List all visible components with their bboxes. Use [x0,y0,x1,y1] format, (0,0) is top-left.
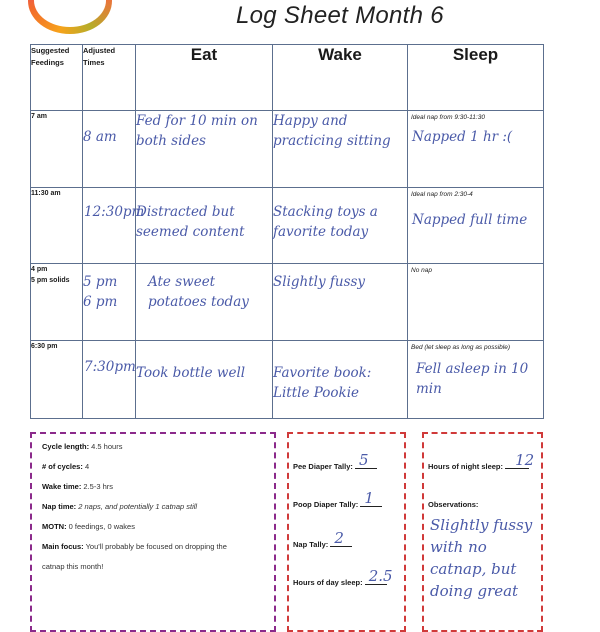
sleep-cell[interactable] [408,264,544,341]
suggested-time-cell [31,341,83,419]
night-sleep-field[interactable] [505,451,535,469]
month-info-box [30,432,276,632]
main-focus-label: Main focus: [42,542,84,551]
wake-cell[interactable] [273,264,408,341]
suggested-time-cell [31,188,83,264]
night-observations-box [422,432,543,632]
day-sleep-field[interactable] [365,567,393,585]
sleep-note [408,274,543,280]
sleep-cell[interactable] [408,341,544,419]
table-row [31,341,544,419]
cycle-length-value: 4.5 hours [89,442,123,451]
sleep-cell[interactable] [408,111,544,188]
poop-tally-value: 1 [364,489,374,507]
table-header-row [31,45,544,111]
poop-tally-label: Poop Diaper Tally: [293,500,359,509]
poop-tally-field[interactable] [360,489,382,507]
brand-logo-icon [28,0,112,34]
header-eat: Eat [136,45,273,111]
suggested-time: 4 pm [31,266,48,273]
adjusted-time: 5 pm [83,274,118,290]
adjusted-time-cell[interactable] [83,111,136,188]
motn-value: 0 feedings, 0 wakes [66,522,135,531]
wake-note: Slightly fussy [273,274,366,290]
wake-cell[interactable] [273,341,408,419]
header-adjusted-times: Adjusted Times [83,45,136,111]
sleep-cell[interactable] [408,188,544,264]
adjusted-time: 8 am [83,129,117,145]
poop-tally-line [293,489,382,509]
motn-line [42,522,135,531]
eat-note: Fed for 10 min on both sides [136,113,258,149]
cycles-value: 4 [82,462,90,471]
wake-cell[interactable] [273,111,408,188]
suggested-time-cell [31,111,83,188]
pee-tally-field[interactable] [355,451,377,469]
table-row [31,188,544,264]
nap-time-label: Nap time: [42,502,77,511]
wake-time-line [42,482,113,491]
main-focus-line [42,542,227,551]
tally-box [287,432,406,632]
adjusted-time-cell[interactable] [83,341,136,419]
nap-tally-value: 2 [334,529,344,547]
eat-note: Ate sweet potatoes today [148,274,249,310]
pee-tally-value: 5 [358,451,369,469]
header-sleep: Sleep [408,45,544,111]
sleep-note: Napped 1 hr :( [412,129,513,145]
observations-label: Observations: [428,500,479,509]
nap-time-value: 2 naps, and potentially 1 catnap still [76,502,198,511]
sleep-hint: Ideal nap from 9:30-11:30 [411,114,485,121]
table-row [31,111,544,188]
pee-tally-label: Pee Diaper Tally: [293,462,353,471]
suggested-time-cell [31,264,83,341]
adjusted-time-secondary: 6 pm [83,294,118,310]
wake-cell[interactable] [273,188,408,264]
table-row [31,264,544,341]
wake-time-label: Wake time: [42,482,82,491]
suggested-time: 7 am [31,113,47,120]
wake-note: Stacking toys a favorite today [273,204,378,240]
cycles-label: # of cycles: [42,462,83,471]
cycles-line [42,462,89,471]
eat-cell[interactable] [136,111,273,188]
wake-note: Favorite book: Little Pookie [273,365,372,401]
nap-tally-label: Nap Tally: [293,540,329,549]
logo-inner [34,0,106,27]
adjusted-time: 12:30pm [84,204,145,220]
motn-label: MOTN: [42,522,67,531]
eat-cell[interactable] [136,341,273,419]
suggested-time: 11:30 am [31,190,61,197]
day-sleep-value: 2.5 [368,567,393,585]
suggested-time: 6:30 pm [31,343,58,350]
sleep-note: Napped full time [412,212,528,228]
night-sleep-label: Hours of night sleep: [428,462,503,471]
log-table [30,44,544,419]
night-sleep-value: 12 [515,451,535,469]
day-sleep-label: Hours of day sleep: [293,578,363,587]
nap-tally-field[interactable] [330,529,352,547]
header-wake: Wake [273,45,408,111]
sleep-hint: No nap [411,267,432,274]
nap-time-line [42,502,197,511]
night-sleep-line [428,451,535,471]
eat-note: Distracted but seemed content [136,204,245,240]
main-focus-line-2: catnap this month! [42,562,104,571]
eat-note: Took bottle well [136,365,246,381]
main-focus-value: You'll probably be focused on dropping the [83,542,227,551]
adjusted-time: 7:30pm [84,359,136,375]
suggested-time-secondary: 5 pm solids [31,277,70,284]
wake-time-value: 2.5-3 hrs [81,482,114,491]
header-suggested-feedings: Suggested Feedings [31,45,83,111]
nap-tally-line [293,529,352,549]
eat-cell[interactable] [136,188,273,264]
observations-note[interactable]: Slightly fussy with no catnap, but doing great [430,516,533,600]
page-title: Log Sheet Month 6 [236,2,444,29]
cycle-length-label: Cycle length: [42,442,90,451]
adjusted-time-cell[interactable] [83,264,136,341]
eat-cell[interactable] [136,264,273,341]
cycle-length-line [42,442,122,451]
sleep-hint: Ideal nap from 2:30-4 [411,191,473,198]
wake-note: Happy and practicing sitting [273,113,391,149]
sleep-note: Fell asleep in 10 min [416,361,529,397]
pee-tally-line [293,451,377,471]
adjusted-time-cell[interactable] [83,188,145,264]
day-sleep-line [293,567,393,587]
sleep-hint: Bed (let sleep as long as possible) [411,344,511,351]
